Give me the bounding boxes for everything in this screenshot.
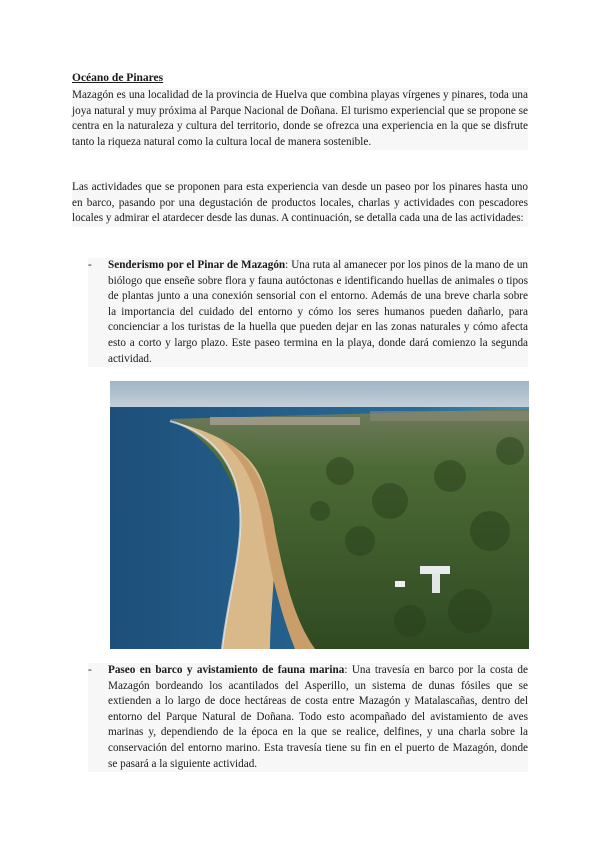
activity-description: : Una travesía en barco por la costa de Mazagón bordeando los acantilados del Asperillo, un sistema de dunas fósiles que se extienden a lo largo de doce hectáreas de costa entre Mazagón y Matalascañas, dentro del entorno del Parque Natural de Doñana. Todo esto acompañado del avistamiento de aves marinas y, dependiendo de la época en la que se realice, delfines, y una charla sobre la conservación del entorno marino. Esta travesía tiene su fin en el puerto de Mazagón, donde se pasará a la siguiente actividad.: [108, 664, 528, 770]
sky: [110, 381, 529, 411]
activity-heading: Paseo en barco y avistamiento de fauna marina: [108, 664, 345, 676]
town: [210, 417, 360, 425]
activity-item-hiking: [88, 258, 528, 367]
bullet-dash: -: [88, 664, 92, 676]
activity-heading: Senderismo por el Pinar de Mazagón: [108, 259, 286, 271]
activities-intro-paragraph: Las actividades que se proponen para esta experiencia van desde un paseo por los pinares hasta uno en barco, pasando por una degustación de productos locales, charlas y actividades con pescadores locales y admirar el atardecer desde las dunas. A continuación, se detalla cada una de las actividades:: [72, 180, 528, 227]
activity-description: : Una ruta al amanecer por los pinos de la mano de un biólogo que enseñe sobre flora y fauna autóctonas e identificando huellas de animales o tipos de plantas junto a una conexión sensorial con el entorno. Además de una breve charla sobre la importancia del cuidado del entorno y cómo los seres humanos pueden dañarlo, para concienciar a los turistas de la huella que pueden dejar en las zonas naturales y cómo afecta esto a corto y largo plazo. Este paseo termina en la playa, donde dará comienzo la segunda actividad.: [108, 259, 529, 365]
bullet-dash: -: [88, 259, 92, 271]
intro-paragraph: Mazagón es una localidad de la provincia de Huelva que combina playas vírgenes y pinares, toda una joya natural y muy próxima al Parque Nacional de Doñana. El turismo experiencial que se propone se centra en la naturaleza y cultura del territorio, donde se ofrezca una experiencia en la que se disfrute tanto la riqueza natural como la cultura local de manera sostenible.: [72, 88, 528, 150]
distant-buildings: [370, 411, 529, 421]
coastline-aerial-photo: [110, 381, 529, 649]
activity-item-boat-tour: [88, 663, 528, 772]
document-title: Océano de Pinares: [72, 72, 164, 84]
